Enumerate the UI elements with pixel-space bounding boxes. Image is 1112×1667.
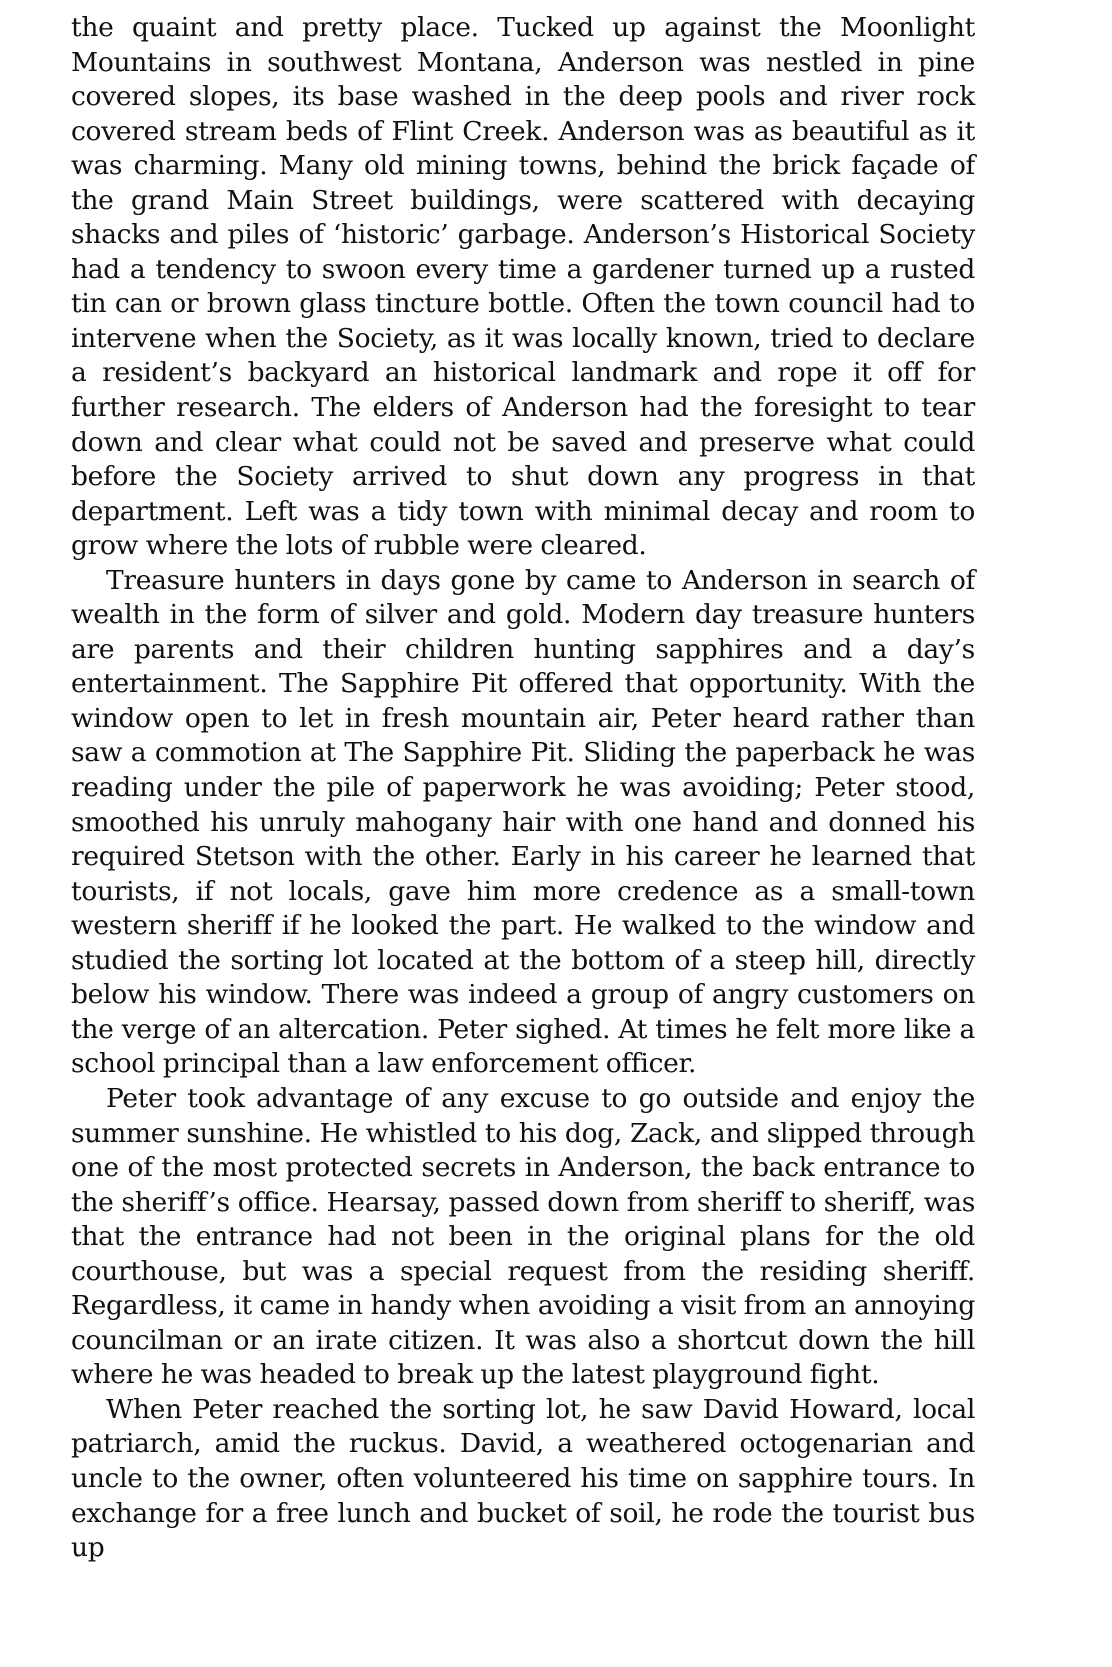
book-page xyxy=(71,11,975,1566)
paragraph: When Peter reached the sorting lot, he saw David Howard, local patriarch, amid the ruckus. David, a weathered octogenarian and uncle to the owner, often volunteered his time on sapphire tours. In exchange for a free lunch and bucket of soil, he rode the tourist bus up xyxy=(71,1393,975,1564)
paragraph: Treasure hunters in days gone by came to Anderson in search of wealth in the form of silver and gold. Modern day treasure hunters are parents and their children hunting sapphires and a day’s entertainment. The Sapphire Pit offered that opportunity. With the window open to let in fresh mountain air, Peter heard rather than saw a commotion at The Sapphire Pit. Sliding the paperback he was reading under the pile of paperwork he was avoiding; Peter stood, smoothed his unruly mahogany hair with one hand and donned his required Stetson with the other. Early in his career he learned that tourists, if not locals, gave him more credence as a small-town western sheriff if he looked the part. He walked to the window and studied the sorting lot located at the bottom of a steep hill, directly below his window. There was indeed a group of angry customers on the verge of an altercation. Peter sighed. At times he felt more like a school principal than a law enforcement officer. xyxy=(71,564,975,1080)
paragraph: Peter took advantage of any excuse to go outside and enjoy the summer sunshine. He whistled to his dog, Zack, and slipped through one of the most protected secrets in Anderson, the back entrance to the sheriff’s office. Hearsay, passed down from sheriff to sheriff, was that the entrance had not been in the original plans for the old courthouse, but was a special request from the residing sheriff. Regardless, it came in handy when avoiding a visit from an annoying councilman or an irate citizen. It was also a shortcut down the hill where he was headed to break up the latest playground fight. xyxy=(71,1082,975,1391)
paragraph: the quaint and pretty place. Tucked up against the Moonlight Mountains in southwest Montana, Anderson was nestled in pine covered slopes, its base washed in the deep pools and river rock covered stream beds of Flint Creek. Anderson was as beautiful as it was charming. Many old mining towns, behind the brick façade of the grand Main Street buildings, were scattered with decaying shacks and piles of ‘historic’ garbage. Anderson’s Historical Society had a tendency to swoon every time a gardener turned up a rusted tin can or brown glass tincture bottle. Often the town council had to intervene when the Society, as it was locally known, tried to declare a resident’s backyard an historical landmark and rope it off for further research. The elders of Anderson had the foresight to tear down and clear what could not be saved and preserve what could before the Society arrived to shut down any progress in that department. Left was a tidy town with minimal decay and room to grow where the lots of rubble were cleared. xyxy=(71,12,975,562)
